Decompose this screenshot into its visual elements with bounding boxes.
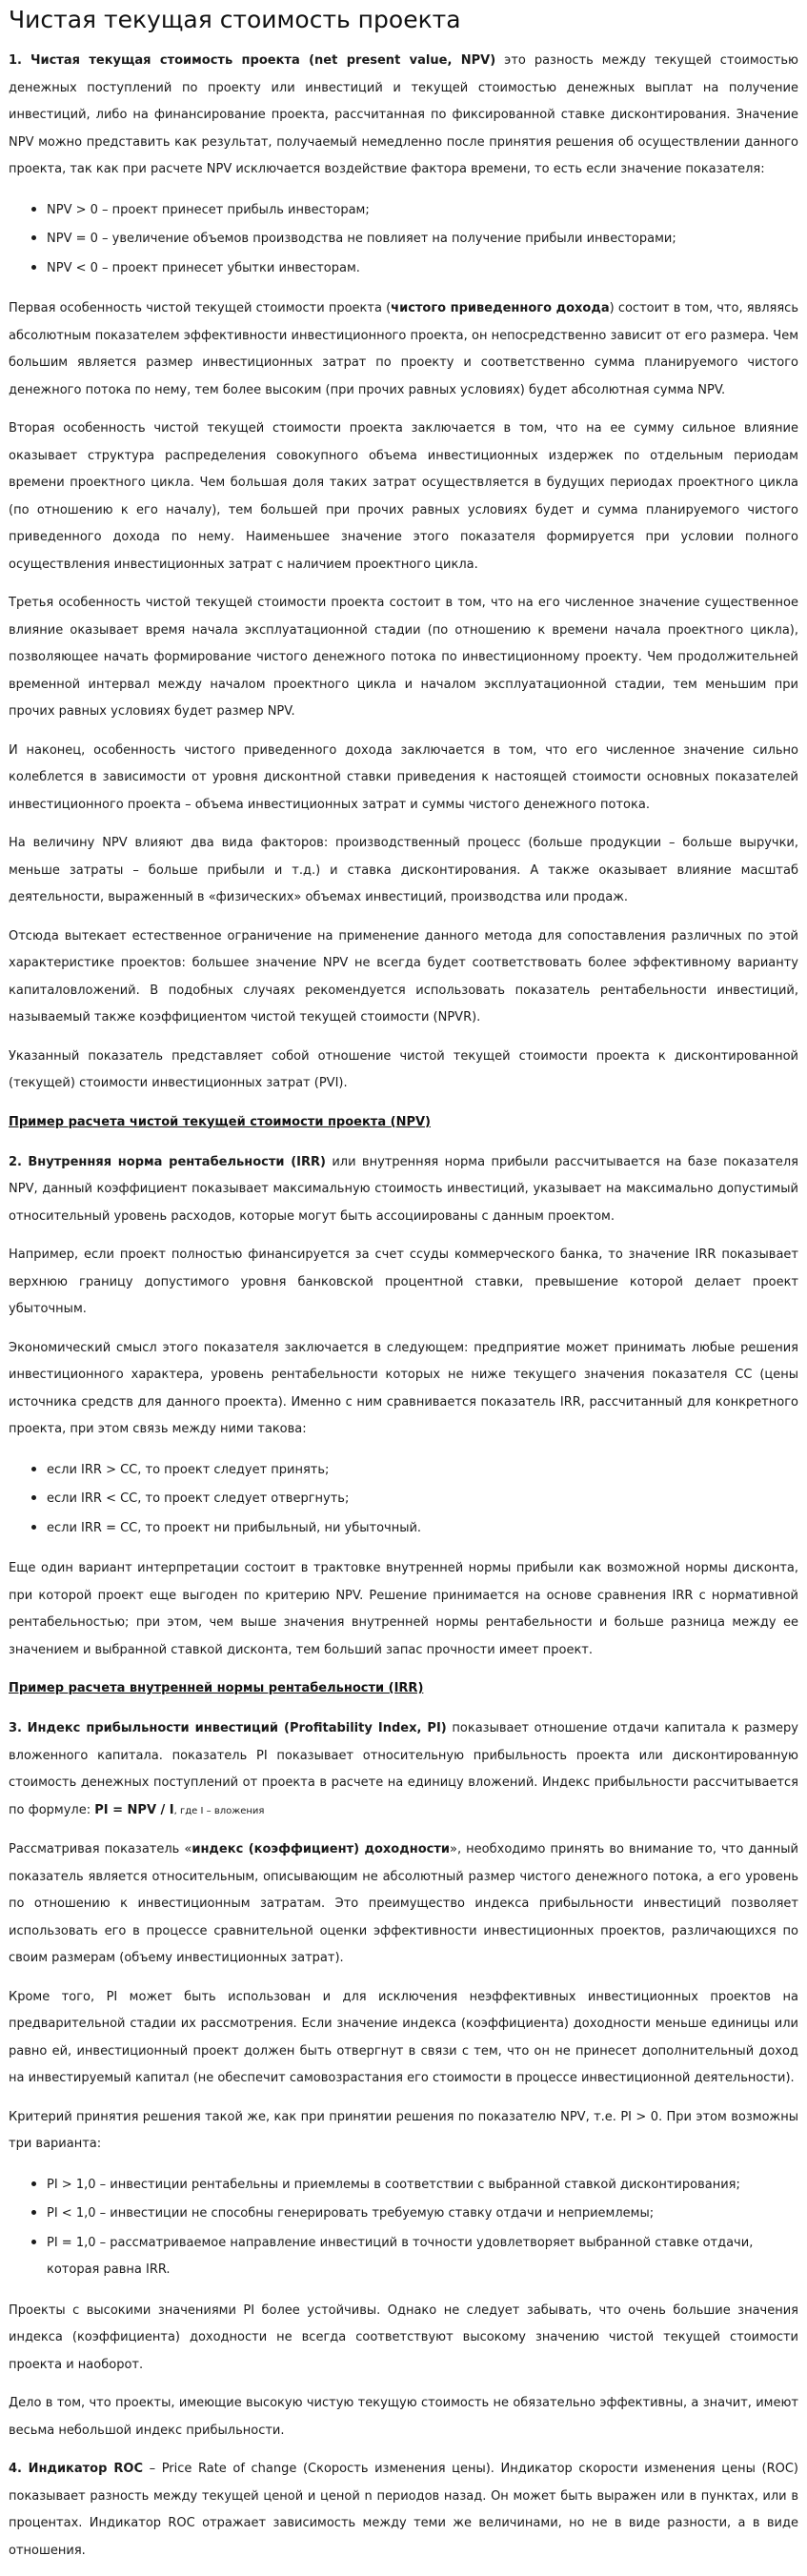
pi-index-term: индекс (коэффициент) доходности [192, 1842, 451, 1856]
irr-bank-paragraph: Например, если проект полностью финансируется за счет ссуды коммерческого банка, то значение IRR показывает верхнюю границу допустимого уровня банковской процентной ставки, превышение которой делает проект убыточным. [9, 1247, 798, 1316]
pi-number: 3. [9, 1721, 22, 1735]
list-item: • если IRR > CC, то проект следует принять; [47, 1455, 798, 1485]
npv-number: 1. [9, 53, 22, 68]
list-item: • если IRR = CC, то проект ни прибыльный, ни убыточный. [47, 1513, 798, 1543]
list-item: • PI = 1,0 – рассматриваемое направление инвестиций в точности удовлетворяет выбранной ставке отдачи, которая равна IRR. [47, 2228, 798, 2284]
roc-term: Индикатор ROC [28, 2462, 144, 2476]
document [0, 6, 807, 2565]
irr-example-link[interactable]: Пример расчета внутренней нормы рентабельности (IRR) [9, 1681, 424, 1695]
irr-intro-paragraph [9, 1149, 798, 1231]
npv-first-feature-term: чистого приведенного дохода [391, 301, 610, 315]
irr-conditions-list [9, 1455, 798, 1543]
pi-formula: PI = NPV / I [94, 1802, 174, 1817]
pi-intro-paragraph [9, 1715, 798, 1825]
page-title: Чистая текущая стоимость проекта [9, 6, 461, 33]
pi-note-paragraph: Дело в том, что проекты, имеющие высокую чистую текущую стоимость не обязательно эффективны, а значит, имеют весьма небольшой индекс прибыльности. [9, 2396, 798, 2438]
list-item: • NPV = 0 – увеличение объемов производства не повлияет на получение прибыли инвесторами; [47, 224, 798, 254]
irr-number: 2. [9, 1154, 22, 1169]
roc-intro-paragraph [9, 2456, 798, 2565]
irr-term: Внутренняя норма рентабельности (IRR) [28, 1154, 326, 1169]
npv-conditions-list [9, 195, 798, 283]
irr-interpretation-paragraph: Еще один вариант интерпретации состоит в трактовке внутренней нормы прибыли как возможной нормы дисконта, при которой проект еще выгоден по критерию NPV. Решение принимается на основе сравнения IRR с нормативной рентабельностью; при этом, чем выше значения внутренней нормы рентабельности и больше разница между ее значением и выбранной ставкой дисконта, тем больший запас прочности имеет проект. [9, 1561, 798, 1657]
roc-intro-text: – Price Rate of change (Скорость изменения цены). Индикатор скорости изменения цены (ROC) показывает разность между текущей ценой и ценой n периодов назад. Он может быть выражен или в пунктах, или в процентах. Индикатор ROC отражает зависимость между теми же величинами, но не в виде разности, а в виде отношения. [9, 2462, 798, 2558]
irr-meaning-paragraph: Экономический смысл этого показателя заключается в следующем: предприятие может принимать любые решения инвестиционного характера, уровень рентабельности которых не ниже текущего значения показателя CC (цены источника средств для данного проекта). Именно с ним сравнивается показатель IRR, рассчитанный для конкретного проекта, при этом связь между ними такова: [9, 1340, 798, 1436]
pi-conditions-list [9, 2170, 798, 2284]
pi-index-paragraph: Рассматривая показатель «индекс (коэффициент) доходности», необходимо принять во внимание то, что данный показатель является относительным, описывающим не абсолютный размер чистого денежного потока, а его уровень по отношению к инвестиционным затратам. Это преимущество индекса прибыльности инвестиций позволяет использовать его в процессе сравнительной оценки эффективности инвестиционных проектов, различающихся по своим размерам (объему инвестиционных затрат). [9, 1842, 798, 1965]
irr-intro-text: или внутренняя норма прибыли рассчитывается на базе показателя NPV, данный коэффициент показывает максимальную стоимость инвестиций, указывает на максимально допустимый относительный уровень расходов, которые могут быть ассоциированы с данным проектом. [9, 1154, 798, 1224]
pi-exclusion-paragraph: Кроме того, PI может быть использован и для исключения неэффективных инвестиционных проектов на предварительной стадии их рассмотрения. Если значение индекса (коэффициента) доходности меньше единицы или равно ей, инвестиционный проект должен быть отвергнут в связи с тем, что он не принесет дополнительный доход на инвестируемый капитал (не обеспечит самовозрастания его стоимости в процессе инвестиционной деятельности). [9, 1989, 798, 2085]
npvr-paragraph: Указанный показатель представляет собой отношение чистой текущей стоимости проекта к дисконтированной (текущей) стоимости инвестиционных затрат (PVI). [9, 1048, 798, 1090]
npv-factors-paragraph: На величину NPV влияют два вида факторов: производственный процесс (больше продукции – больше выручки, меньше затраты – больше прибыли и т.д.) и ставка дисконтирования. А также оказывает влияние масштаб деятельности, выраженный в «физических» объемах инвестиций, производства или продаж. [9, 836, 798, 904]
npv-example-link-container [9, 1109, 798, 1136]
npv-first-feature: Первая особенность чистой текущей стоимости проекта (чистого приведенного дохода) состоит в том, что, являясь абсолютным показателем эффективности инвестиционного проекта, он непосредственно зависит от его размера. Чем большим является размер инвестиционных затрат по проекту и соответственно сумма планируемого чистого денежного потока по нему, тем более высоким (при прочих равных условиях) будет абсолютная сумма NPV. [9, 301, 798, 397]
npv-second-feature: Вторая особенность чистой текущей стоимости проекта заключается в том, что на ее сумму сильное влияние оказывает структура распределения совокупного объема инвестиционных издержек по отдельным периодам времени проектного цикла. Чем большая доля таких затрат осуществляется в будущих периодах проектного цикла (по отношению к его началу), тем большей при прочих равных условиях будет и сумма планируемого чистого приведенного дохода по нему. Наименьшее значение этого показателя формируется при условии полного осуществления инвестиционных затрат с наличием проектного цикла. [9, 421, 798, 572]
npv-term: Чистая текущая стоимость проекта (net present value, NPV) [30, 53, 496, 68]
list-item: • PI < 1,0 – инвестиции не способны генерировать требуемую ставку отдачи и неприемлемы; [47, 2199, 798, 2228]
pi-formula-note: , где I – вложения [173, 1805, 265, 1816]
npv-third-feature: Третья особенность чистой текущей стоимости проекта состоит в том, что на его численное значение существенное влияние оказывает время начала эксплуатационной стадии (по отношению к времени начала проектного цикла), позволяющее начать формирование чистого денежного потока по инвестиционному проекту. Чем продолжительней временной интервал между началом проектного цикла и началом эксплуатационной стадии, тем меньшим при прочих равных условиях будет размер NPV. [9, 596, 798, 719]
list-item: • NPV > 0 – проект принесет прибыль инвесторам; [47, 195, 798, 225]
npv-intro-paragraph [9, 48, 798, 184]
npv-limitation-paragraph: Отсюда вытекает естественное ограничение на применение данного метода для сопоставления различных по этой характеристике проектов: большее значение NPV не всегда будет соответствовать более эффективному варианту капиталовложений. В подобных случаях рекомендуется использовать показатель рентабельности инвестиций, называемый также коэффициентом чистой текущей стоимости (NPVR). [9, 928, 798, 1024]
irr-example-link-container [9, 1675, 798, 1702]
list-item: • NPV < 0 – проект принесет убытки инвесторам. [47, 254, 798, 283]
pi-term: Индекс прибыльности инвестиций (Profitability Index, PI) [27, 1721, 447, 1735]
roc-number: 4. [9, 2462, 22, 2476]
pi-stability-paragraph: Проекты с высокими значениями PI более устойчивы. Однако не следует забывать, что очень большие значения индекса (коэффициента) доходности не всегда соответствуют высокому значению чистой текущей стоимости проекта и наоборот. [9, 2302, 798, 2372]
npv-intro-text: это разность между текущей стоимостью денежных поступлений по проекту или инвестиций и текущей стоимостью денежных выплат на получение инвестиций, либо на финансирование проекта, рассчитанная по фиксированной ставке дисконтирования. Значение NPV можно представить как результат, получаемый немедленно после принятия решения об осуществлении данного проекта, так как при расчете NPV исключается воздействие фактора времени, то есть если значение показателя: [9, 53, 798, 176]
pi-intro-text: показывает отношение отдачи капитала к размеру вложенного капитала. показатель PI показывает относительную прибыльность проекта или дисконтированную стоимость денежных поступлений от проекта в расчете на единицу вложений. Индекс прибыльности рассчитывается по формуле: [9, 1721, 798, 1817]
npv-fourth-feature: И наконец, особенность чистого приведенного дохода заключается в том, что его численное значение сильно колеблется в зависимости от уровня дисконтной ставки приведения к настоящей стоимости основных показателей инвестиционного проекта – объема инвестиционных затрат и суммы чистого денежного потока. [9, 742, 798, 812]
npv-example-link[interactable]: Пример расчета чистой текущей стоимости проекта (NPV) [9, 1114, 431, 1129]
list-item: • если IRR < CC, то проект следует отвергнуть; [47, 1484, 798, 1513]
pi-criterion-paragraph: Критерий принятия решения такой же, как при принятии решения по показателю NPV, т.е. PI > 0. При этом возможны три варианта: [9, 2109, 798, 2151]
list-item: • PI > 1,0 – инвестиции рентабельны и приемлемы в соответствии с выбранной ставкой дисконтирования; [47, 2170, 798, 2200]
